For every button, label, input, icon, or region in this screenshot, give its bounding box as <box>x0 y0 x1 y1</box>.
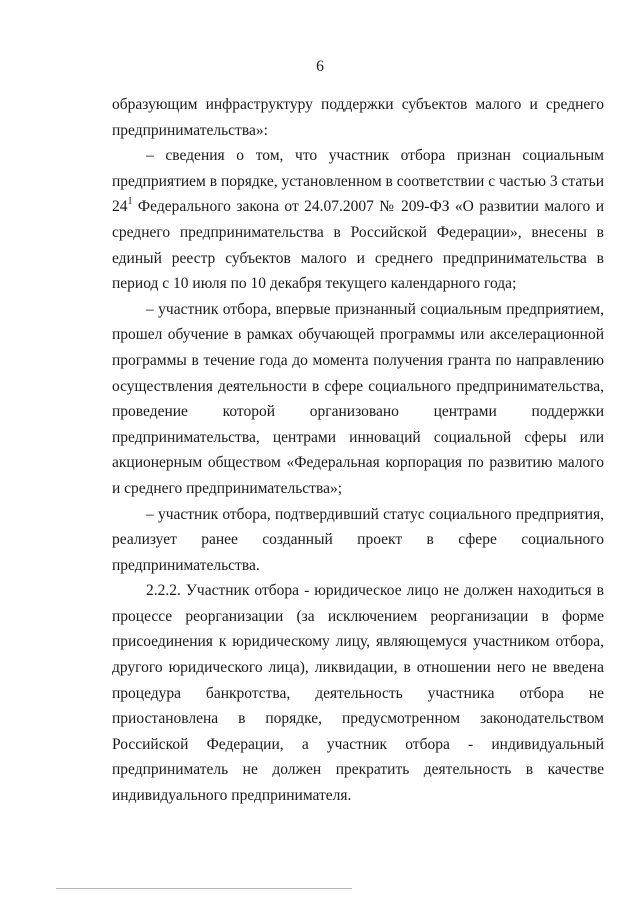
paragraph-social-enterprise-registry <box>112 143 604 297</box>
article-superscript: 1 <box>127 196 133 208</box>
document-body <box>112 92 604 809</box>
paragraph-text-part: Федерального закона от 24.07.2007 № 209-ФЗ «О развитии малого и среднего предпринимательства в Российской Федерации», внесены в единый реестр субъектов малого и среднего предпринимательства в период с 10 июля по 10 декабря текущего календарного года; <box>112 198 604 293</box>
page-number: 6 <box>316 58 324 75</box>
paragraph-project-implementation: – участник отбора, подтвердивший статус социального предприятия, реализует ранее созданный проект в сфере социального предпринимательства. <box>112 505 604 574</box>
paragraph-training: – участник отбора, впервые признанный социальным предприятием, прошел обучение в рамках обучающей программы или акселерационной программы в течение года до момента получения гранта по направлению осуществления деятельности в сфере социального предпринимательства, проведение которой организовано центрами поддержки предпринимательства, центрами инноваций социальной сферы или акционерным обществом «Федеральная корпорация по развитию малого и среднего предпринимательства»; <box>112 300 604 497</box>
footer-divider <box>56 888 352 889</box>
paragraph-continuation: образующим инфраструктуру поддержки субъектов малого и среднего предпринимательства»: <box>112 96 604 139</box>
paragraph-clause-2-2-2: 2.2.2. Участник отбора - юридическое лицо не должен находиться в процессе реорганизации (за исключением реорганизации в форме присоединения к юридическому лицу, являющемуся участником отбора, другого юридического лица), ликвидации, в отношении него не введена процедура банкротства, деятельность участника отбора не приостановлена в порядке, предусмотренном законодательством Российской Федерации, а участник отбора - индивидуальный предприниматель не должен прекратить деятельность в качестве индивидуального предпринимателя. <box>112 582 604 805</box>
paragraph-text-part: – сведения о том, что участник отбора признан социальным предприятием в порядке, установленном в соответствии с частью 3 статьи 24 <box>112 147 604 216</box>
